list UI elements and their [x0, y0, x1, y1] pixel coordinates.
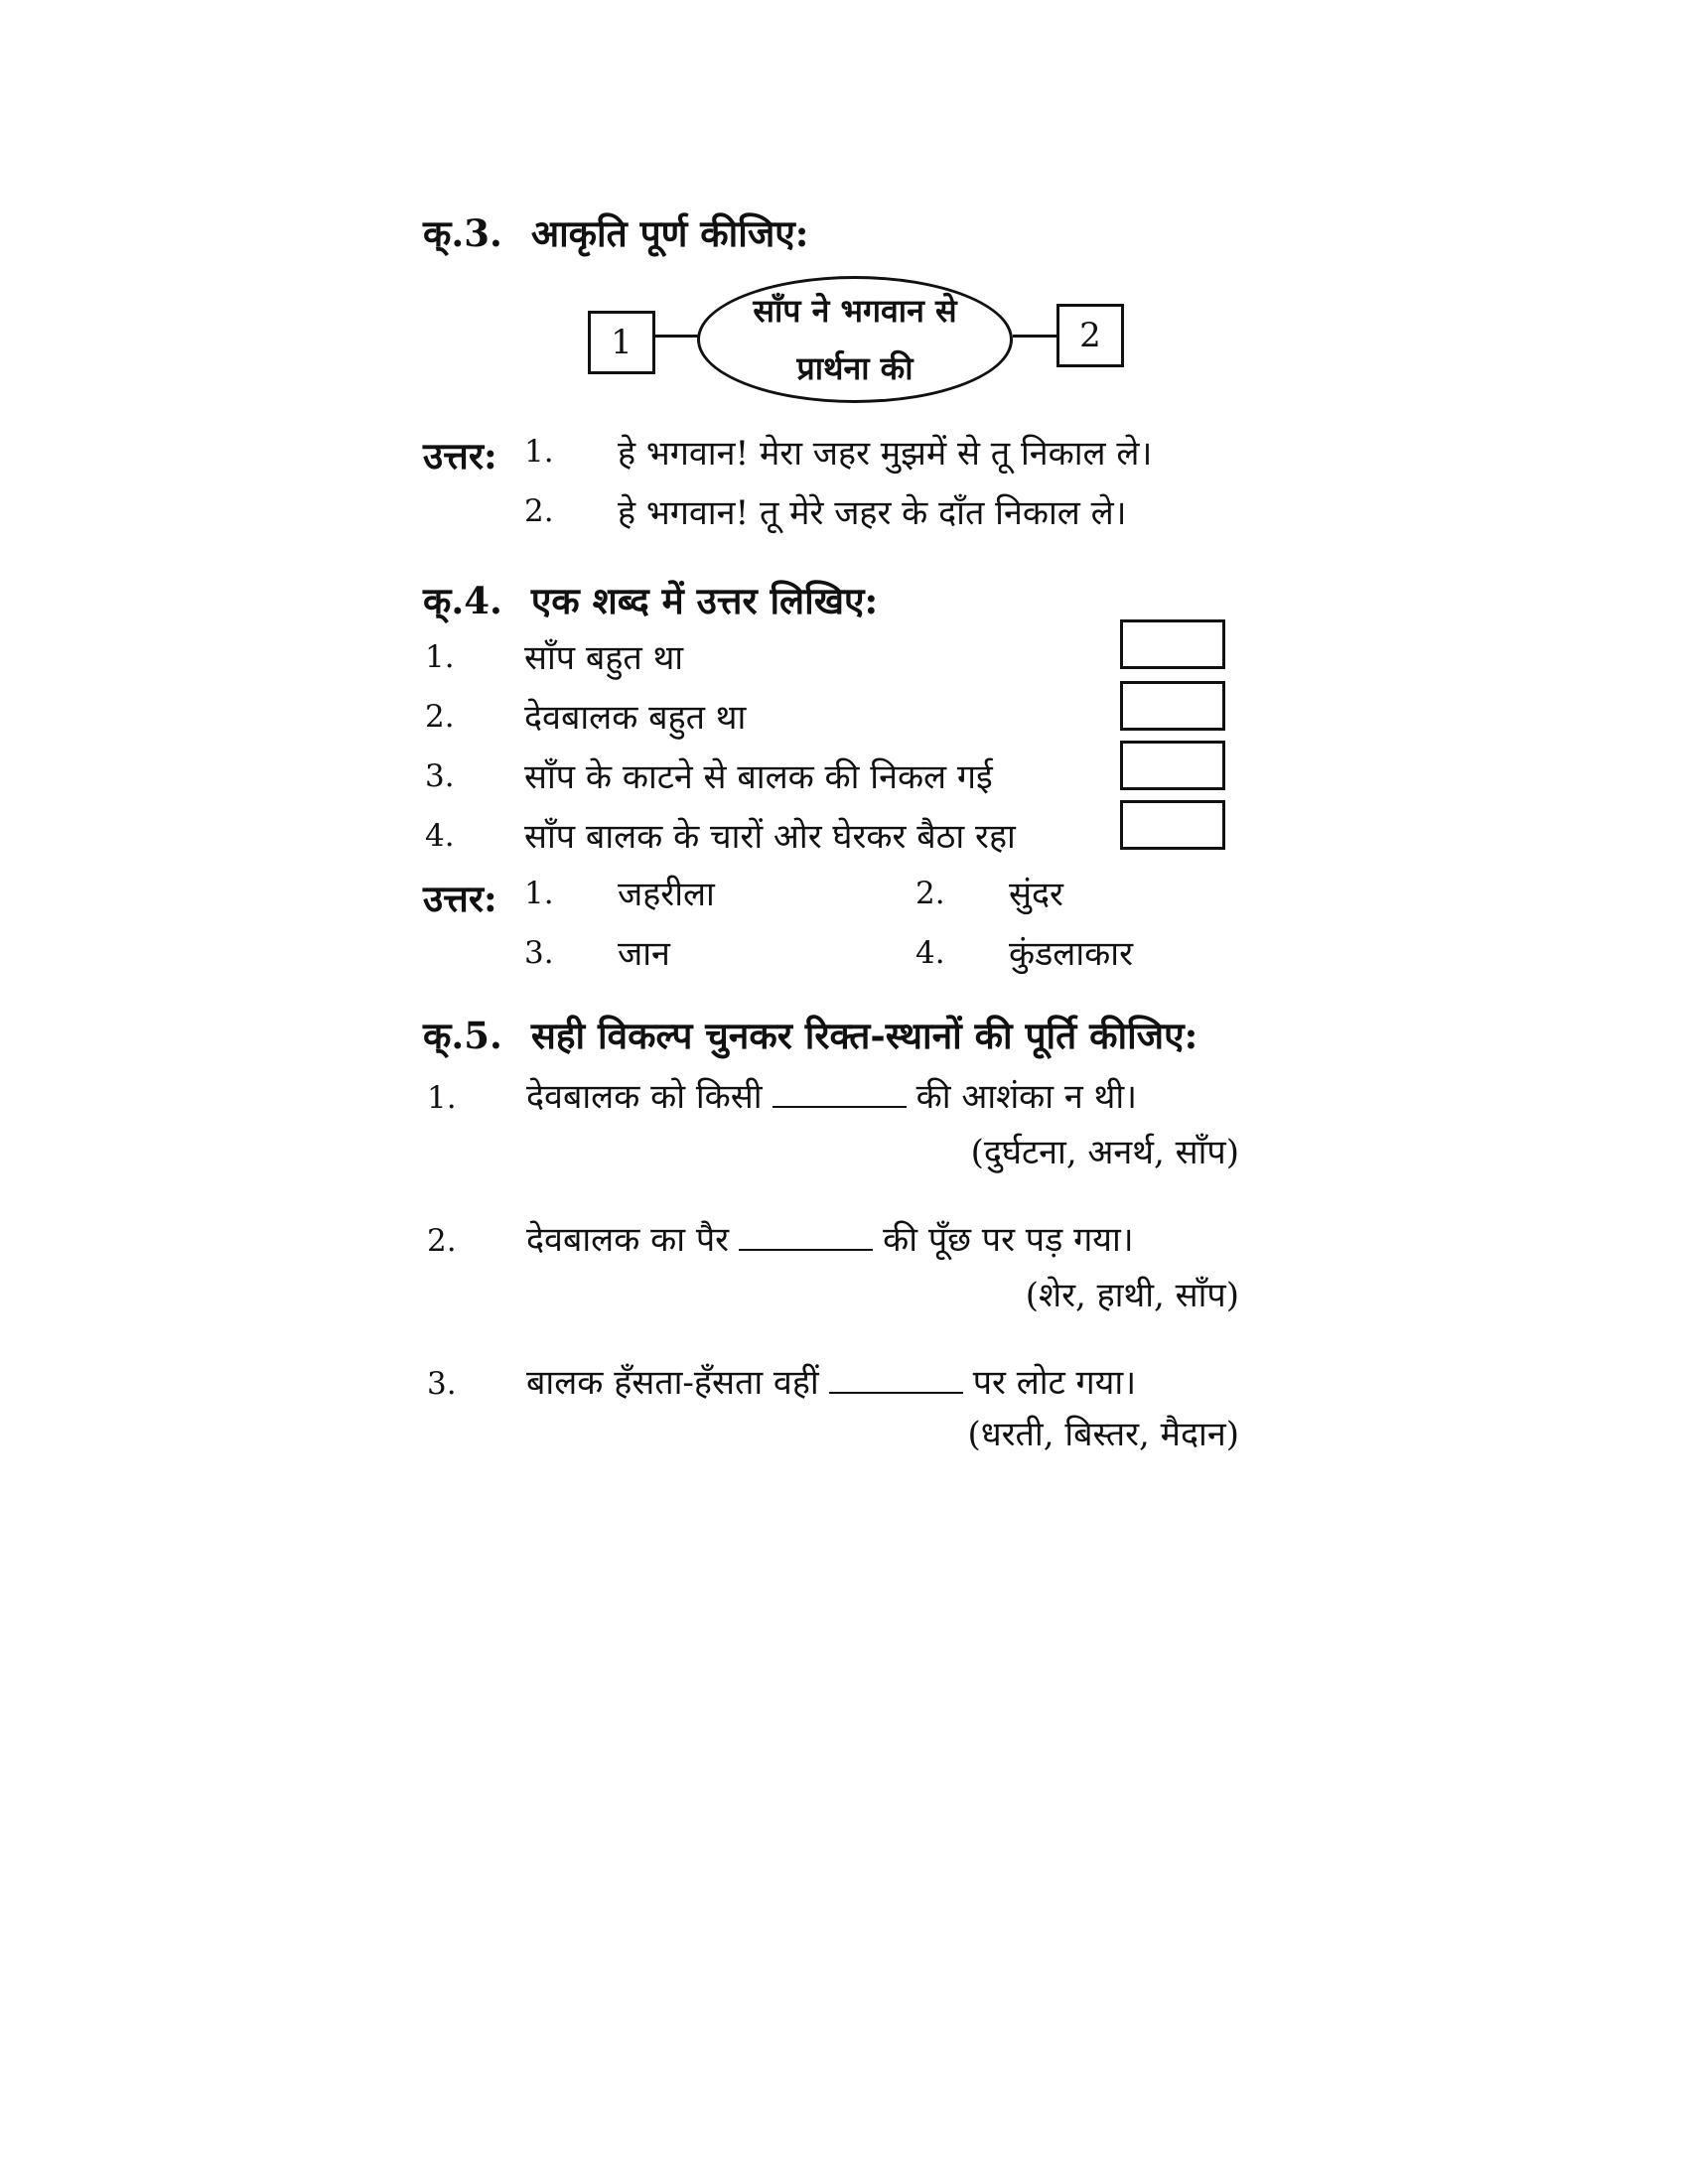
q4-title: एक शब्द में उत्तर लिखिए: — [530, 579, 879, 622]
q5-heading — [423, 1009, 1197, 1059]
diagram-box-2 — [1056, 304, 1124, 367]
q4-answer-box-1[interactable] — [1120, 619, 1225, 669]
q4-answer-box-2[interactable] — [1120, 681, 1225, 731]
q3-answer-label: उत्तर: — [423, 434, 497, 478]
diagram-box-2-label: 2 — [1079, 316, 1101, 355]
q5-item-1-blank[interactable] — [773, 1078, 907, 1108]
diagram-center-line2: प्रार्थना की — [796, 349, 914, 387]
q5-item-3-options: (धरती, बिस्तर, मैदान) — [967, 1415, 1239, 1454]
q5-item-1-before: देवबालक को किसी — [526, 1077, 763, 1117]
q4-item-4-num: 4. — [425, 818, 455, 854]
q4-answer-4-num: 4. — [915, 935, 945, 971]
q5-item-1-options: (दुर्घटना, अनर्थ, साँप) — [970, 1133, 1239, 1172]
q5-label: क्.5. — [423, 1014, 502, 1057]
q4-answer-box-4[interactable] — [1120, 800, 1225, 850]
q4-answer-1-text: जहरीला — [618, 875, 715, 914]
q5-item-2-num: 2. — [427, 1223, 457, 1259]
q5-item-2-sentence — [526, 1215, 1134, 1261]
q5-item-3-sentence — [526, 1358, 1136, 1404]
q4-answer-box-3[interactable] — [1120, 741, 1225, 790]
q5-item-2-before: देवबालक का पैर — [526, 1220, 730, 1260]
q5-item-1-after: की आशंका न थी। — [915, 1077, 1138, 1117]
q4-item-1-num: 1. — [425, 639, 455, 675]
q5-title: सही विकल्प चुनकर रिक्त-स्थानों की पूर्ति कीजिए: — [530, 1014, 1198, 1057]
q3-answer-1-text: हे भगवान! मेरा जहर मुझमें से तू निकाल ले। — [618, 434, 1153, 474]
q3-answer-1-num: 1. — [524, 434, 554, 470]
q5-item-1-sentence — [526, 1072, 1137, 1118]
q4-answer-label: उत्तर: — [423, 877, 497, 920]
q4-answer-2-num: 2. — [915, 876, 945, 911]
q5-item-3-blank[interactable] — [829, 1364, 963, 1394]
q4-answer-2-text: सुंदर — [1009, 875, 1063, 914]
q5-item-3-after: पर लोट गया। — [972, 1363, 1137, 1403]
q3-answer-2-text: हे भगवान! तू मेरे जहर के दाँत निकाल ले। — [618, 493, 1127, 533]
q4-answer-3-text: जान — [618, 934, 670, 974]
q4-answer-3-num: 3. — [524, 935, 554, 971]
q4-item-4-text: साँप बालक के चारों ओर घेरकर बैठा रहा — [524, 817, 1016, 857]
q4-item-2-text: देवबालक बहुत था — [524, 698, 747, 738]
q5-item-2-after: की पूँछ पर पड़ गया। — [883, 1220, 1134, 1260]
q5-item-3-before: बालक हँसता-हँसता वहीं — [526, 1363, 819, 1403]
q4-answer-1-num: 1. — [524, 876, 554, 911]
q3-title: आकृति पूर्ण कीजिए: — [530, 211, 809, 255]
diagram-connector-left — [655, 335, 700, 338]
diagram-center-line1: साँप ने भगवान से — [753, 292, 957, 330]
q3-answer-2-num: 2. — [524, 493, 554, 529]
q4-item-3-text: साँप के काटने से बालक की निकल गई — [524, 757, 993, 797]
diagram-box-1 — [588, 311, 655, 374]
q4-item-3-num: 3. — [425, 758, 455, 794]
diagram-box-1-label: 1 — [611, 323, 633, 362]
q3-heading — [423, 206, 808, 257]
q3-label: क्.3. — [423, 211, 502, 255]
q4-label: क्.4. — [423, 579, 502, 622]
q5-item-2-blank[interactable] — [739, 1221, 873, 1251]
q5-item-2-options: (शेर, हाथी, साँप) — [1025, 1276, 1239, 1315]
q4-answer-4-text: कुंडलाकार — [1009, 934, 1133, 974]
diagram-center-ellipse — [697, 276, 1013, 403]
q5-item-3-num: 3. — [427, 1366, 457, 1402]
q5-item-1-num: 1. — [427, 1080, 457, 1116]
q4-item-2-num: 2. — [425, 699, 455, 735]
diagram-connector-right — [1013, 335, 1058, 338]
q4-heading — [423, 574, 878, 624]
q4-item-1-text: साँप बहुत था — [524, 638, 684, 678]
